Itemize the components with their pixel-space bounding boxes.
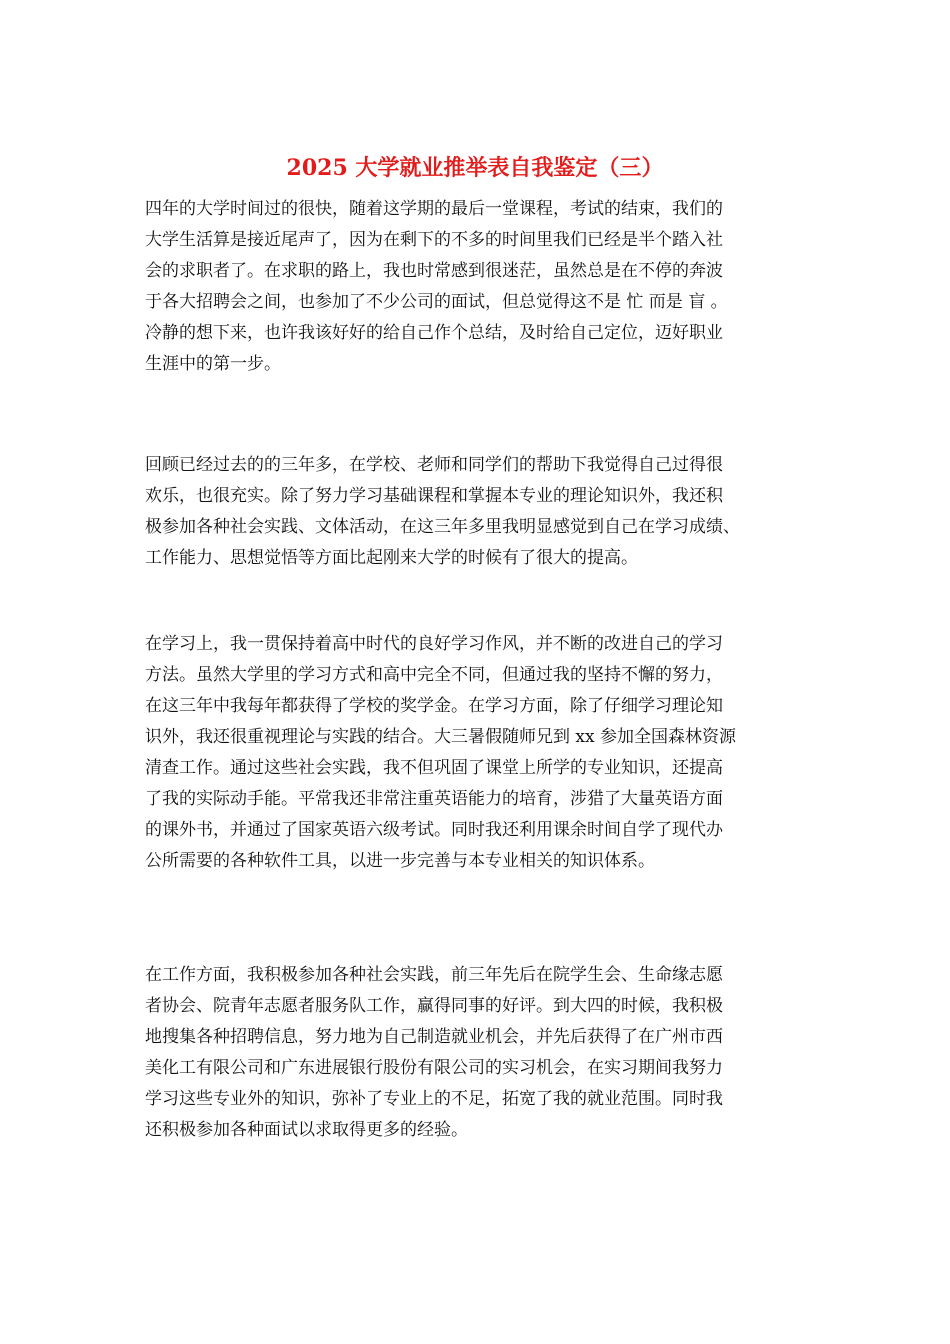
paragraph-review [145, 450, 810, 574]
paragraph-line: 还积极参加各种面试以求取得更多的经验。 [145, 1120, 468, 1140]
paragraph-line: 方法。虽然大学里的学习方式和高中完全不同，但通过我的坚持不懈的努力， [145, 665, 723, 685]
document-title: 2025 大学就业推举表自我鉴定（三） [286, 155, 664, 181]
paragraph-line: 回顾已经过去的的三年多，在学校、老师和同学们的帮助下我觉得自己过得很 [145, 455, 723, 475]
paragraph-line: 工作能力、思想觉悟等方面比起刚来大学的时候有了很大的提高。 [145, 548, 638, 568]
paragraph-line: 的课外书，并通过了国家英语六级考试。同时我还利用课余时间自学了现代办 [145, 820, 723, 840]
paragraph-line: 学习这些专业外的知识，弥补了专业上的不足，拓宽了我的就业范围。同时我 [145, 1089, 723, 1109]
paragraph-line: 在这三年中我每年都获得了学校的奖学金。在学习方面，除了仔细学习理论知 [145, 696, 723, 716]
paragraph-line: 极参加各种社会实践、文体活动，在这三年多里我明显感觉到自己在学习成绩、 [145, 517, 740, 537]
paragraph-line: 美化工有限公司和广东进展银行股份有限公司的实习机会，在实习期间我努力 [145, 1058, 723, 1078]
paragraph-line: 于各大招聘会之间，也参加了不少公司的面试，但总觉得这不是 忙 而是 盲 。 [145, 292, 728, 312]
paragraph-line: 大学生活算是接近尾声了，因为在剩下的不多的时间里我们已经是半个踏入社 [145, 230, 723, 250]
paragraph-line: 公所需要的各种软件工具，以进一步完善与本专业相关的知识体系。 [145, 851, 655, 871]
paragraph-line: 冷静的想下来，也许我该好好的给自己作个总结，及时给自己定位，迈好职业 [145, 323, 723, 343]
paragraph-line: 会的求职者了。在求职的路上，我也时常感到很迷茫，虽然总是在不停的奔波 [145, 261, 723, 281]
paragraph-line: 了我的实际动手能。平常我还非常注重英语能力的培育，涉猎了大量英语方面 [145, 789, 723, 809]
paragraph-line: 清查工作。通过这些社会实践，我不但巩固了课堂上所学的专业知识，还提高 [145, 758, 723, 778]
paragraph-line: 识外，我还很重视理论与实践的结合。大三暑假随师兄到 xx 参加全国森林资源 [145, 727, 736, 747]
paragraph-line: 生涯中的第一步。 [145, 354, 281, 374]
paragraph-intro [145, 194, 810, 380]
paragraph-line: 四年的大学时间过的很快，随着这学期的最后一堂课程，考试的结束，我们的 [145, 199, 723, 219]
paragraph-study [145, 629, 810, 877]
paragraph-line: 在学习上，我一贯保持着高中时代的良好学习作风，并不断的改进自己的学习 [145, 634, 723, 654]
paragraph-line: 欢乐，也很充实。除了努力学习基础课程和掌握本专业的理论知识外，我还积 [145, 486, 723, 506]
paragraph-line: 者协会、院青年志愿者服务队工作，赢得同事的好评。到大四的时候，我积极 [145, 996, 723, 1016]
paragraph-work [145, 960, 810, 1146]
paragraph-line: 地搜集各种招聘信息，努力地为自己制造就业机会，并先后获得了在广州市西 [145, 1027, 723, 1047]
paragraph-line: 在工作方面，我积极参加各种社会实践，前三年先后在院学生会、生命缘志愿 [145, 965, 723, 985]
